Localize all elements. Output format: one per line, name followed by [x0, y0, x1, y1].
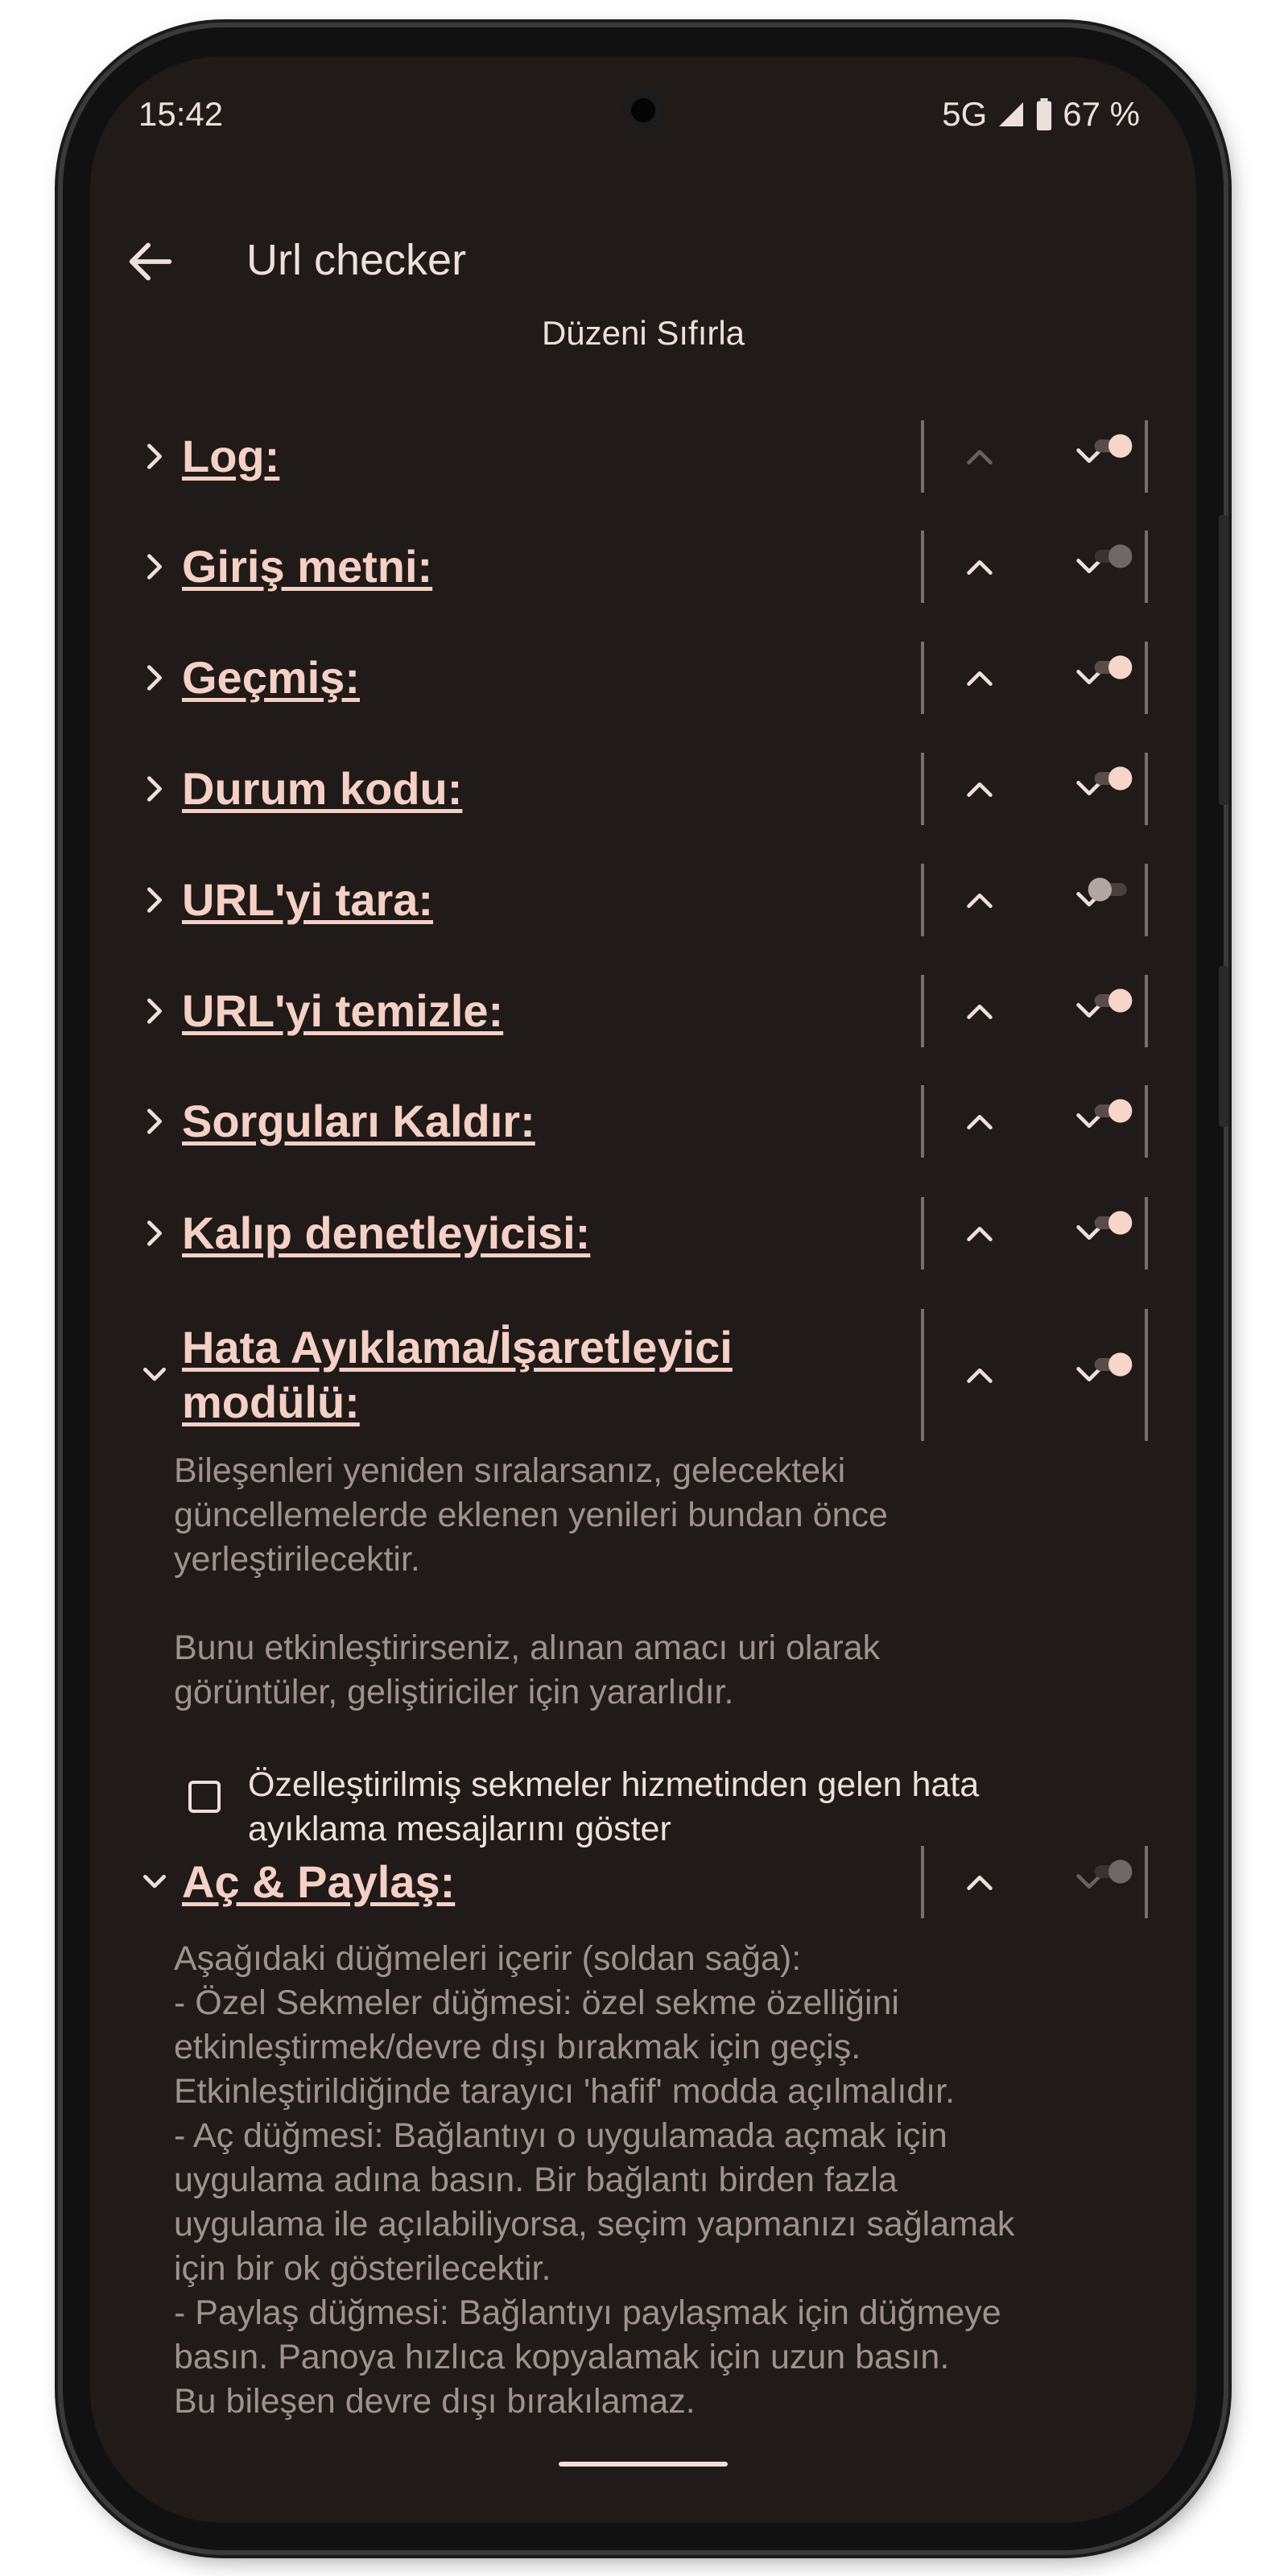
- divider: [921, 1085, 924, 1158]
- module-row: [90, 1846, 1196, 1918]
- module-label-line: modülü:: [182, 1377, 360, 1427]
- module-label[interactable]: Aç & Paylaş:: [182, 1856, 456, 1907]
- module-toggle[interactable]: [1074, 651, 1146, 683]
- module-toggle[interactable]: [1074, 873, 1146, 906]
- module-label[interactable]: Durum kodu:: [182, 763, 463, 814]
- chevron-right-icon[interactable]: [138, 1105, 171, 1137]
- divider: [921, 1197, 924, 1269]
- debug-messages-label: Özelleştirilmiş sekmeler hizmetinden gelen hata ayıklama mesajlarını göster: [248, 1765, 980, 1848]
- move-up-icon[interactable]: [961, 1864, 998, 1901]
- chevron-right-icon[interactable]: [138, 551, 171, 583]
- battery-level: 67 %: [1063, 95, 1140, 133]
- divider: [921, 530, 924, 603]
- debug-module-description: Bileşenleri yeniden sıralarsanız, gelecekteki güncellemelerde eklenen yenileri bundan önce yerleştirilecektir.: [174, 1451, 888, 1579]
- module-row: [90, 1085, 1196, 1158]
- move-up-icon[interactable]: [961, 1215, 998, 1252]
- chevron-down-icon[interactable]: [138, 1359, 171, 1391]
- volume-button: [1219, 966, 1228, 1127]
- module-toggle[interactable]: [1074, 762, 1146, 795]
- chevron-right-icon[interactable]: [138, 440, 171, 473]
- move-up-icon[interactable]: [961, 548, 998, 585]
- chevron-right-icon[interactable]: [138, 773, 171, 805]
- app-bar: [90, 201, 1196, 322]
- battery-icon: [1035, 98, 1053, 130]
- divider: [921, 1309, 924, 1441]
- module-row: [90, 420, 1196, 493]
- divider: [921, 864, 924, 936]
- module-row: [90, 753, 1196, 825]
- module-row: [90, 1309, 1196, 1441]
- module-label[interactable]: URL'yi tara:: [182, 874, 434, 925]
- status-time: 15:42: [138, 95, 224, 133]
- divider: [921, 753, 924, 825]
- module-row: [90, 1197, 1196, 1269]
- divider: [921, 1846, 924, 1918]
- module-label[interactable]: URL'yi temizle:: [182, 985, 504, 1036]
- move-up-icon[interactable]: [961, 1356, 998, 1393]
- chevron-right-icon[interactable]: [138, 1217, 171, 1249]
- page-title: Url checker: [246, 236, 467, 284]
- module-row: [90, 864, 1196, 936]
- chevron-down-icon[interactable]: [138, 1866, 171, 1898]
- module-label[interactable]: Log:: [182, 431, 280, 481]
- move-up-icon[interactable]: [961, 993, 998, 1030]
- status-icons: [942, 95, 1140, 134]
- front-camera: [623, 90, 663, 130]
- module-label[interactable]: Geçmiş:: [182, 652, 360, 703]
- back-arrow-icon[interactable]: [122, 233, 179, 290]
- chevron-right-icon[interactable]: [138, 884, 171, 916]
- module-label[interactable]: Kalıp denetleyicisi:: [182, 1208, 591, 1258]
- move-up-icon[interactable]: [961, 659, 998, 696]
- module-toggle[interactable]: [1074, 540, 1146, 572]
- module-label[interactable]: Giriş metni:: [182, 541, 433, 592]
- debug-module-uri-description: Bunu etkinleştirirseniz, alınan amacı uri olarak görüntüler, geliştiriciler için yararlıdır.: [174, 1629, 881, 1711]
- module-toggle[interactable]: [1074, 1095, 1146, 1127]
- screen: [90, 56, 1196, 2523]
- move-up-icon[interactable]: [961, 438, 998, 475]
- divider: [921, 642, 924, 714]
- module-row: [90, 975, 1196, 1047]
- chevron-right-icon[interactable]: [138, 662, 171, 694]
- move-up-icon[interactable]: [961, 881, 998, 919]
- module-toggle[interactable]: [1074, 1348, 1146, 1381]
- chevron-right-icon[interactable]: [138, 995, 171, 1027]
- module-row: [90, 642, 1196, 714]
- module-toggle[interactable]: [1074, 1207, 1146, 1239]
- home-indicator[interactable]: [559, 2462, 728, 2467]
- module-toggle[interactable]: [1074, 985, 1146, 1017]
- move-up-icon[interactable]: [961, 770, 998, 807]
- module-toggle[interactable]: [1074, 430, 1146, 462]
- signal-icon: [997, 100, 1026, 129]
- module-label[interactable]: [182, 1320, 733, 1430]
- reset-layout-button[interactable]: Düzeni Sıfırla: [541, 314, 745, 348]
- module-label[interactable]: Sorguları Kaldır:: [182, 1096, 535, 1146]
- network-type: 5G: [942, 95, 988, 133]
- divider: [921, 975, 924, 1047]
- module-row: [90, 530, 1196, 603]
- open-share-description: Aşağıdaki düğmeleri içerir (soldan sağa): - Özel Sekmeler düğmesi: özel sekme özelliğini etkinleştirmek/devre dışı bırakmak için geçiş. Etkinleştirildiğinde tarayıcı 'hafif' modda açılmalıdır. - Aç düğmesi: Bağlantıyı o uygulamada açmak için uygulama adına basın. Bir bağlantı birden fazla uygulama ile açılabiliyorsa, seçim yapmanızı sağlamak için bir ok gösterilecektir. - Paylaş düğmesi: Bağlantıyı paylaşmak için düğmeye basın. Panoya hızlıca kopyalamak için uzun basın. Bu bileşen devre dışı bırakılamaz.: [174, 1939, 1015, 2421]
- module-label-line: Hata Ayıklama/İşaretleyici: [182, 1322, 733, 1373]
- divider: [921, 420, 924, 493]
- power-button: [1219, 515, 1228, 805]
- debug-messages-checkbox[interactable]: [188, 1781, 221, 1813]
- move-up-icon[interactable]: [961, 1103, 998, 1140]
- module-toggle[interactable]: [1074, 1856, 1146, 1888]
